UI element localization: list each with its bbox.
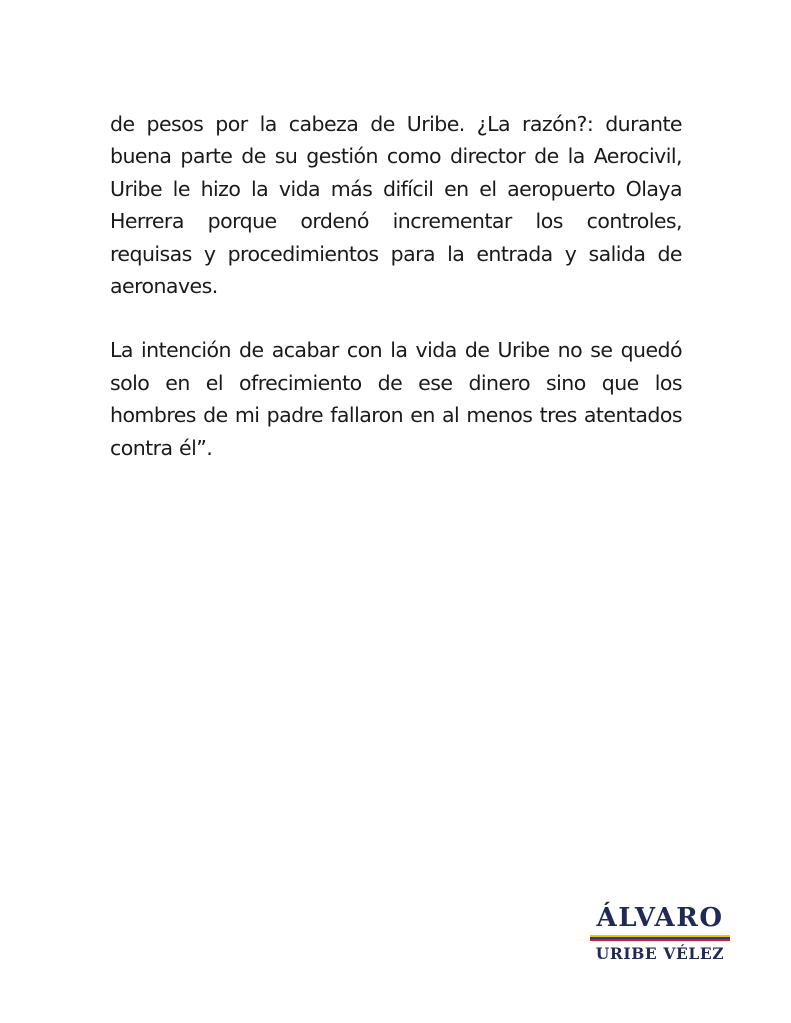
logo-name: ÁLVARO: [596, 903, 724, 933]
logo-flag-stripes: [590, 935, 730, 941]
logo-stripe-red: [590, 939, 730, 941]
logo-surname: URIBE VÉLEZ: [595, 944, 725, 963]
body-text: [110, 108, 682, 496]
alvaro-uribe-velez-logo: [586, 901, 734, 966]
paragraph-2: La intención de acabar con la vida de Uribe no se quedó solo en el ofrecimiento de ese dinero sino que los hombres de mi padre fallaron en al menos tres atentados contra él”.: [110, 338, 682, 460]
paragraph-1: de pesos por la cabeza de Uribe. ¿La razón?: durante buena parte de su gestión como director de la Aerocivil, Uribe le hizo la vida más difícil en el aeropuerto Olaya Herrera porque ordenó incrementar los controles, requisas y procedimientos para la entrada y salida de aeronaves.: [110, 112, 682, 299]
